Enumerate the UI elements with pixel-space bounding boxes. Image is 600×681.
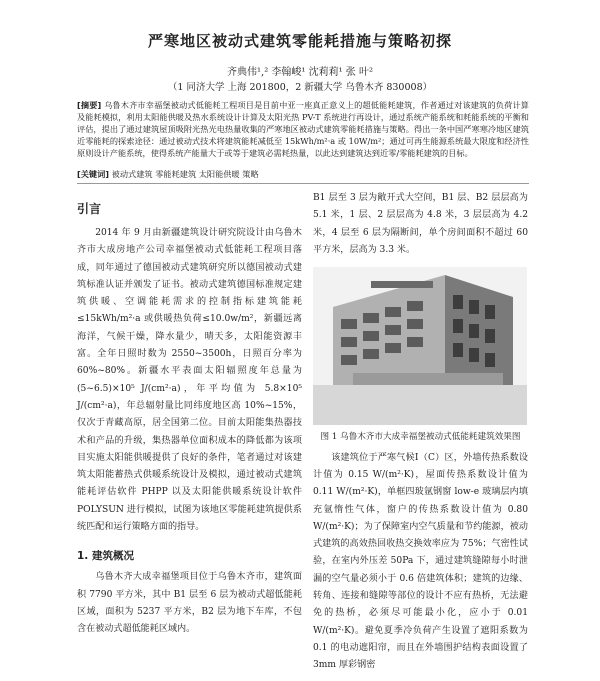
abstract-label: [摘要]	[77, 100, 102, 110]
building-rendering	[313, 267, 527, 425]
keywords	[77, 168, 529, 180]
right-bottom-paragraph: 该建筑位于严寒气候Ⅰ（C）区，外墙传热系数设计值为 0.15 W/(m²·K)，屋面传热系数设计值为 0.11 W/(m²·K)，单框四玻氩钢窗 low-e 玻璃层内填充氩惰性气体，窗户的传热系数设计值为 0.80 W/(m²·K)；为了保障室内空气质量和节约能源，被动式建筑的高效热回收热交换效率应为 75%；气密性试验，在室内外压差 50Pa 下，通过建筑缝隙每小时泄漏的空气量必须小于 0.6 倍建筑体积；建筑的边缘、转角、连接和缝隙等部位的设计不应有热桥，无法避免的热桥，必须尽可能最小化，应小于 0.01 W/(m²·K)。避免夏季冷负荷产生设置了遮阳系数为 0.1 的电动遮阳帘，而且在外墙围护结构表面设置了 3mm 厚彩钢密	[313, 452, 528, 671]
keywords-label: [关键词]	[77, 169, 110, 179]
keywords-text: 被动式建筑 零能耗建筑 太阳能供暖 策略	[111, 169, 259, 179]
building-illustration	[313, 267, 527, 425]
right-top-paragraph: B1 层至 3 层为敞开式大空间，B1 层、B2 层层高为 5.1 米，1 层、2 层层高为 4.8 米，3 层层高为 4.2 米，4 层至 6 层为隔断间，单个房间面积不超过 60 平方米，层高为 3.3 米。	[313, 193, 528, 255]
right-column	[313, 190, 528, 675]
divider	[77, 183, 529, 184]
authors: 齐典伟¹,² 李翰峻¹ 沈莉莉¹ 张 叶²	[227, 67, 373, 78]
abstract	[77, 99, 529, 159]
intro-paragraph: 2014 年 9 月由新疆建筑设计研究院设计由乌鲁木齐市大成房地产公司幸福堡被动式低能耗工程项目落成，同年通过了德国被动式建筑研究所以德国被动式建筑标准认证并颁发了证书。被动式建筑德国标准规定建筑供暖、空调能耗需求的控制指标建筑能耗≤15kWh/m²·a 或供暖热负荷≤10.0w/m²，新疆远离海洋，气候干燥，降水量少，晴天多，太阳能资源丰富。全年日照时数为 2550~3500h，日照百分率为 60%~80%。新疆水平表面太阳辐照度年总量为(5~6.5)×10⁵ J/(cm²·a)，年平均值为 5.8×10⁵ J/(cm²·a)，年总辐射量比同纬度地区高 10%~15%，仅次于青藏高原，居全国第二位。目前太阳能集热器技术和产品的升级，集热器单位面积成本的降低都为该项目实施太阳能供暖提供了良好的条件，笔者通过对该建筑太阳能蓄热式供暖系统设计及模拟，通过被动式建筑能耗评估软件 PHPP 以及太阳能供暖系统设计软件 POLYSUN 进行模拟，试图为该地区零能耗建筑提供系统匹配和运行策略方面的指导。	[77, 228, 302, 533]
overview-heading: 1. 建筑概况	[77, 550, 134, 563]
abstract-text: 乌鲁木齐市幸福堡被动式低能耗工程项目是目前中亚一座真正意义上的超低能耗建筑，作者通过对该建筑的负荷计算及能耗模拟，利用太阳能供暖及热水系统设计计算及太阳光热 PV-T 系统进行再设计，通过系统产能系统和耗能系统的平衡和评估，提出了通过建筑屋顶吸附光热光电热量收集的严寒地区被动式建筑零能耗措施与策略。得出一条中国严寒寒冷地区建筑近零能耗的探索途径：通过被动式技术将建筑能耗减低至 15kWh/m²·a 或 10W/m²；通过可再生能源系统最大限度和经济性原则设计产能系统，使得系统产能量大于或等于建筑必需耗热量，以此达到建筑达到近零/零能耗建筑的目标。	[77, 100, 529, 158]
left-column	[77, 200, 302, 639]
intro-heading: 引言	[77, 202, 102, 216]
paper-title: 严寒地区被动式建筑零能耗措施与策略初探	[147, 32, 452, 50]
overview-paragraph: 乌鲁木齐大成幸福堡项目位于乌鲁木齐市，建筑面积 7790 平方米，其中 B1 层至 6 层为被动式超低能耗区域，面积为 5237 平方米，B2 层为地下车库，不包含在被动式超低能耗区域内。	[77, 572, 302, 635]
affiliation: （1 同济大学 上海 201800，2 新疆大学 乌鲁木齐 830008）	[167, 82, 433, 93]
figure-caption: 图 1 乌鲁木齐市大成幸福堡被动式低能耗建筑效果图	[320, 432, 521, 443]
